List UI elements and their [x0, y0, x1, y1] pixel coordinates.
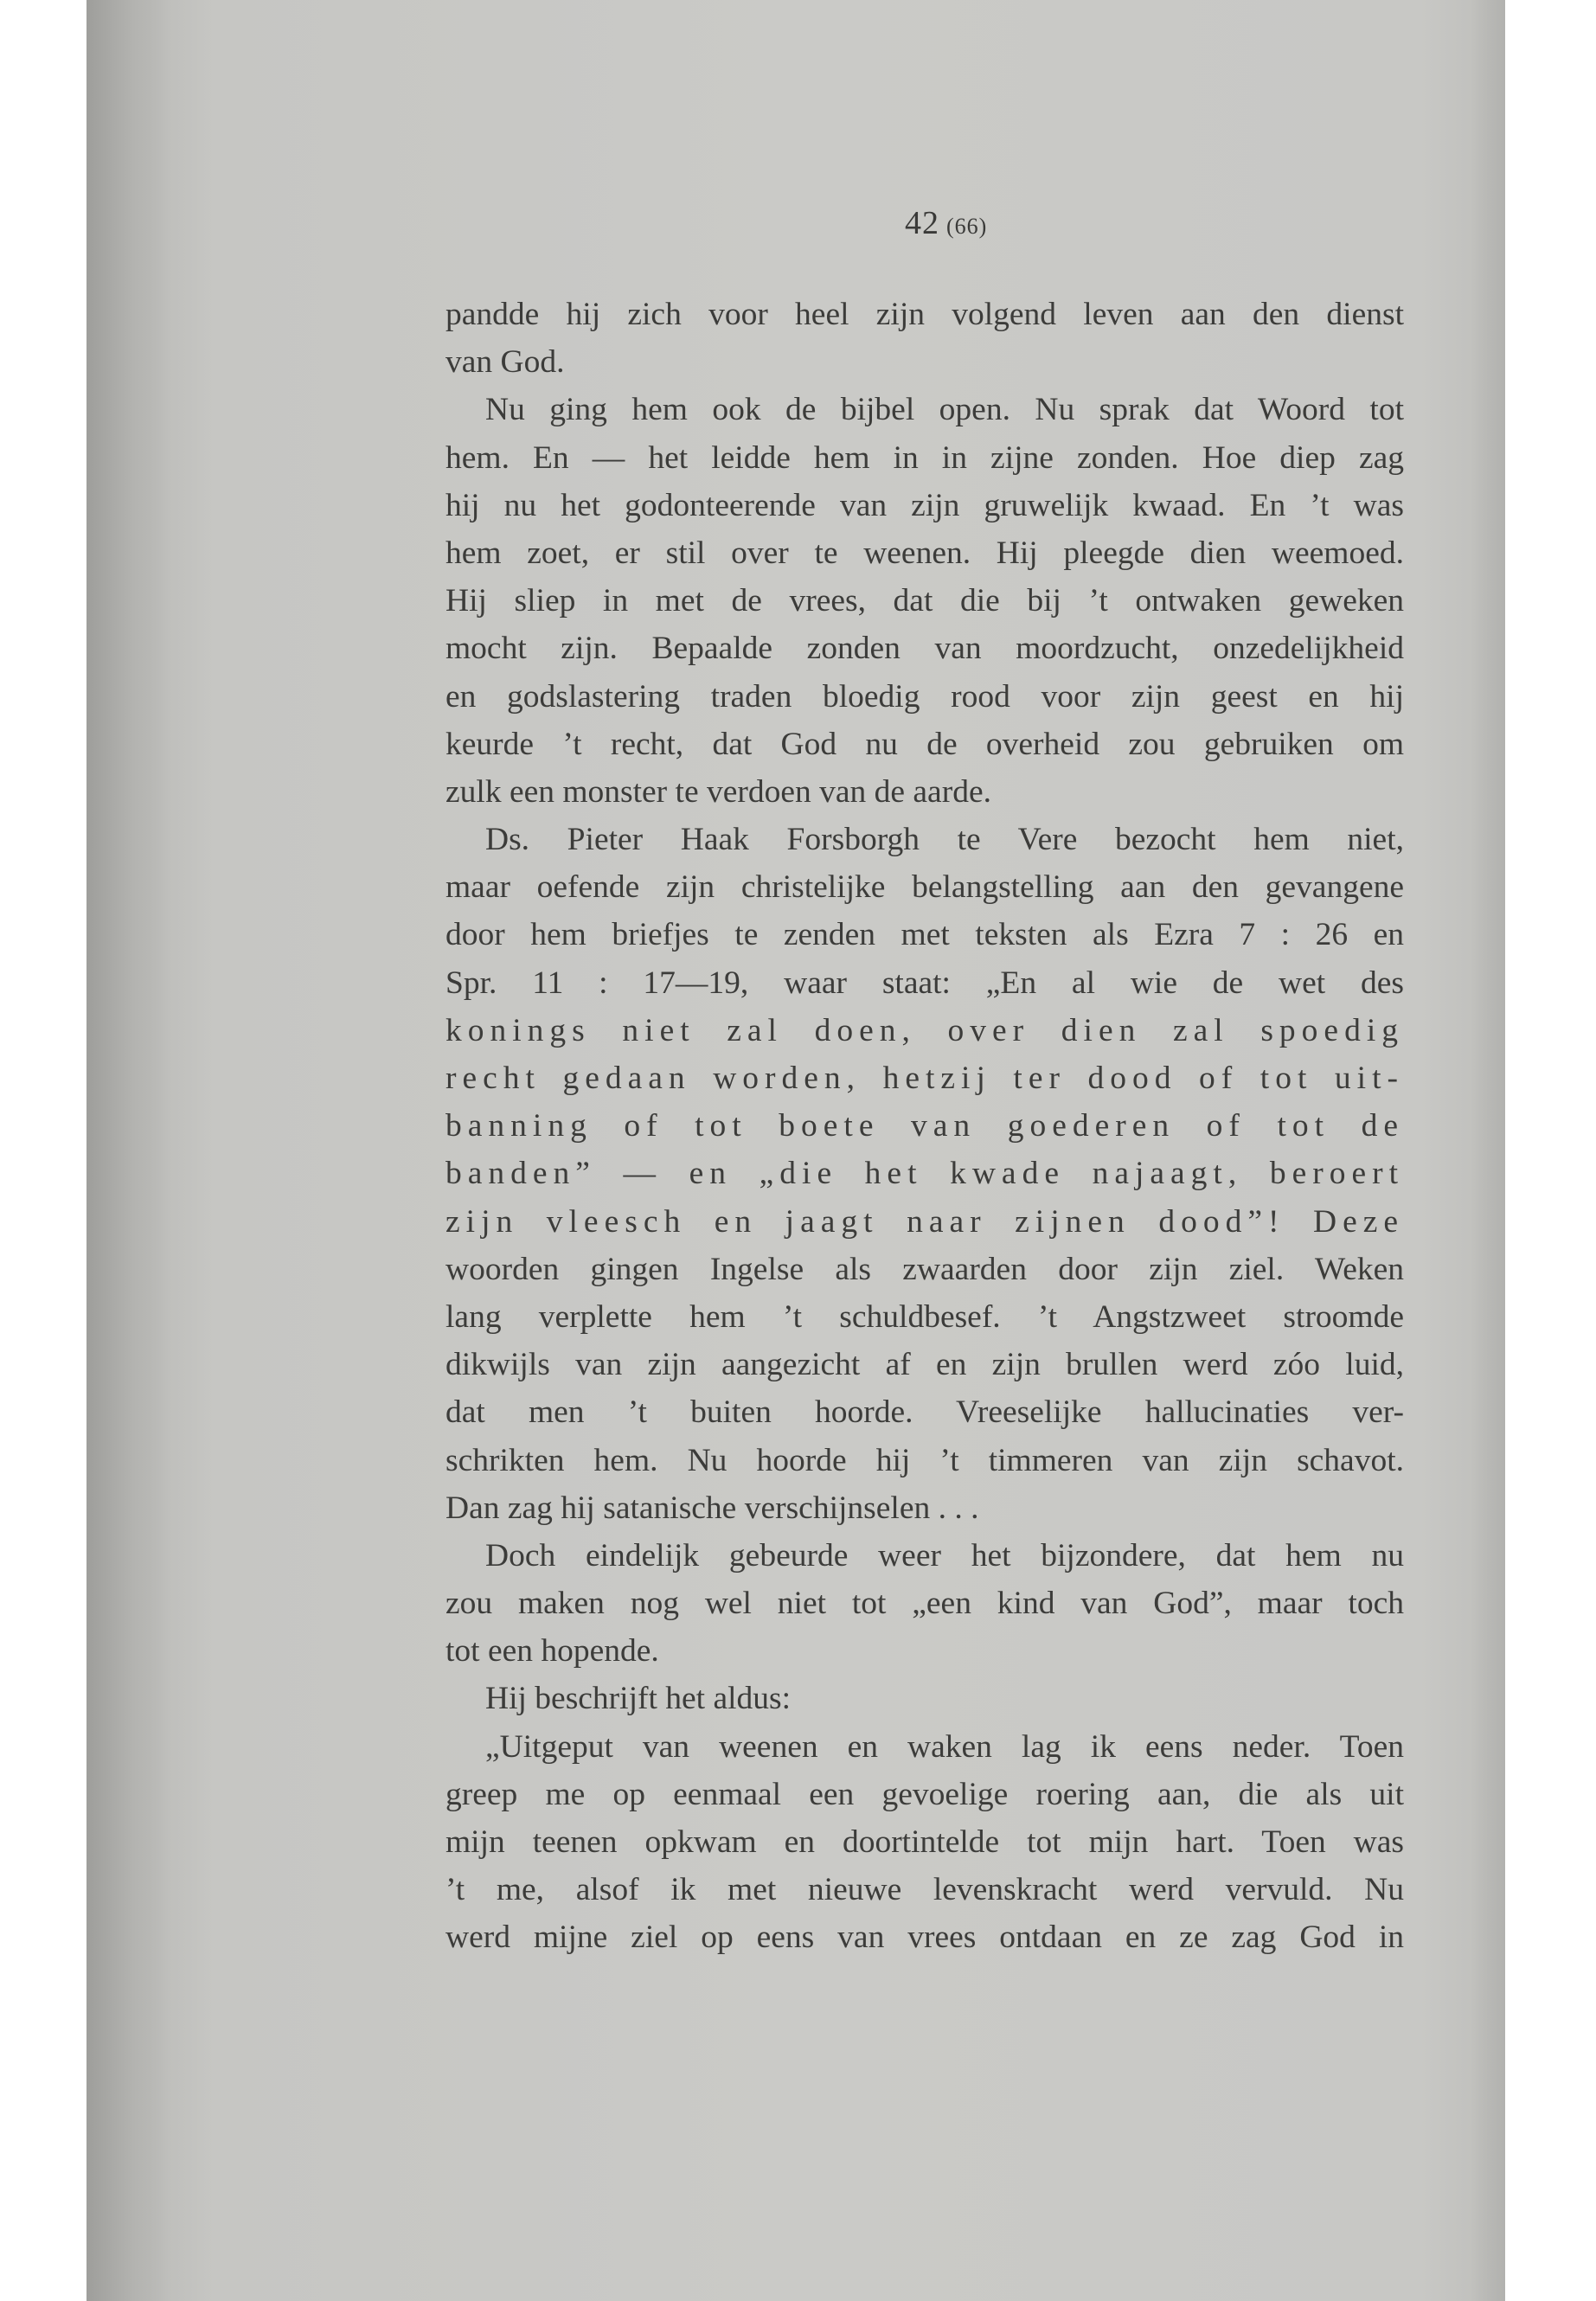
text-line: werd mijne ziel op eens van vrees ontdaan en ze zag God in — [445, 1920, 1404, 1956]
text-line: woorden gingen Ingelse als zwaarden door zijn ziel. Weken — [445, 1251, 1404, 1287]
text-line: pandde hij zich voor heel zijn volgend leven aan den dienst — [445, 297, 1404, 332]
text-line: zou maken nog wel niet tot „een kind van God”, maar toch — [445, 1586, 1404, 1622]
text-line: ’t me, alsof ik met nieuwe levenskracht werd vervuld. Nu — [445, 1872, 1404, 1908]
page-spine-shadow — [87, 0, 169, 2301]
text-line: konings niet zal doen, over dien zal spoedig — [445, 1012, 1404, 1048]
text-line: Dan zag hij satanische verschijnselen . . . — [445, 1490, 979, 1526]
text-line: Hij beschrijft het aldus: — [485, 1681, 792, 1717]
body-text — [445, 291, 1404, 1962]
text-line: Ds. Pieter Haak Forsborgh te Vere bezocht hem niet, — [485, 822, 1404, 858]
text-line: recht gedaan worden, hetzij ter dood of tot uit- — [445, 1061, 1404, 1096]
text-line: dikwijls van zijn aangezicht af en zijn brullen werd zóo luid, — [445, 1347, 1404, 1383]
text-line: door hem briefjes te zenden met teksten als Ezra 7 : 26 en — [445, 917, 1404, 953]
text-line: mijn teenen opkwam en doortintelde tot mijn hart. Toen was — [445, 1824, 1404, 1860]
page-number — [905, 204, 987, 242]
text-line: Spr. 11 : 17—19, waar staat: „En al wie de wet des — [445, 965, 1404, 1001]
page-number-sub: (66) — [946, 214, 988, 239]
text-line: tot een hopende. — [445, 1633, 659, 1670]
page-number-main: 42 — [905, 205, 939, 241]
text-line: mocht zijn. Bepaalde zonden van moordzucht, onzedelijkheid — [445, 631, 1404, 667]
text-line: schrikten hem. Nu hoorde hij ’t timmeren van zijn schavot. — [445, 1442, 1404, 1478]
text-line: zulk een monster te verdoen van de aarde. — [445, 773, 991, 810]
text-line: Doch eindelijk gebeurde weer het bijzondere, dat hem nu — [485, 1537, 1404, 1574]
text-line: zijn vleesch en jaagt naar zijnen dood”! Deze — [445, 1203, 1404, 1240]
text-line: banning of tot boete van goederen of tot de — [445, 1108, 1404, 1144]
text-line: maar oefende zijn christelijke belangstelling aan den gevangene — [445, 869, 1404, 906]
text-line: lang verplette hem ’t schuldbesef. ’t Angstzweet stroomde — [445, 1298, 1404, 1335]
page-edge-shadow — [1471, 0, 1505, 2301]
text-line: Nu ging hem ook de bijbel open. Nu sprak dat Woord tot — [485, 392, 1404, 428]
text-line: „Uitgeput van weenen en waken lag ik eens neder. Toen — [485, 1728, 1404, 1765]
text-line: banden” — en „die het kwade najaagt, beroert — [445, 1156, 1404, 1192]
text-line: hem. En — het leidde hem in in zijne zonden. Hoe diep zag — [445, 439, 1404, 476]
text-line: greep me op eenmaal een gevoelige roering aan, die als uit — [445, 1776, 1404, 1812]
text-line: keurde ’t recht, dat God nu de overheid zou gebruiken om — [445, 726, 1404, 762]
text-line: Hij sliep in met de vrees, dat die bij ’t ontwaken geweken — [445, 583, 1404, 619]
text-line: hij nu het godonteerende van zijn gruwelijk kwaad. En ’t was — [445, 487, 1404, 523]
text-line: hem zoet, er stil over te weenen. Hij pleegde dien weemoed. — [445, 535, 1404, 571]
text-line: en godslastering traden bloedig rood voor zijn geest en hij — [445, 678, 1404, 715]
text-line: van God. — [445, 344, 565, 381]
text-line: dat men ’t buiten hoorde. Vreeselijke hallucinaties ver- — [445, 1394, 1404, 1431]
